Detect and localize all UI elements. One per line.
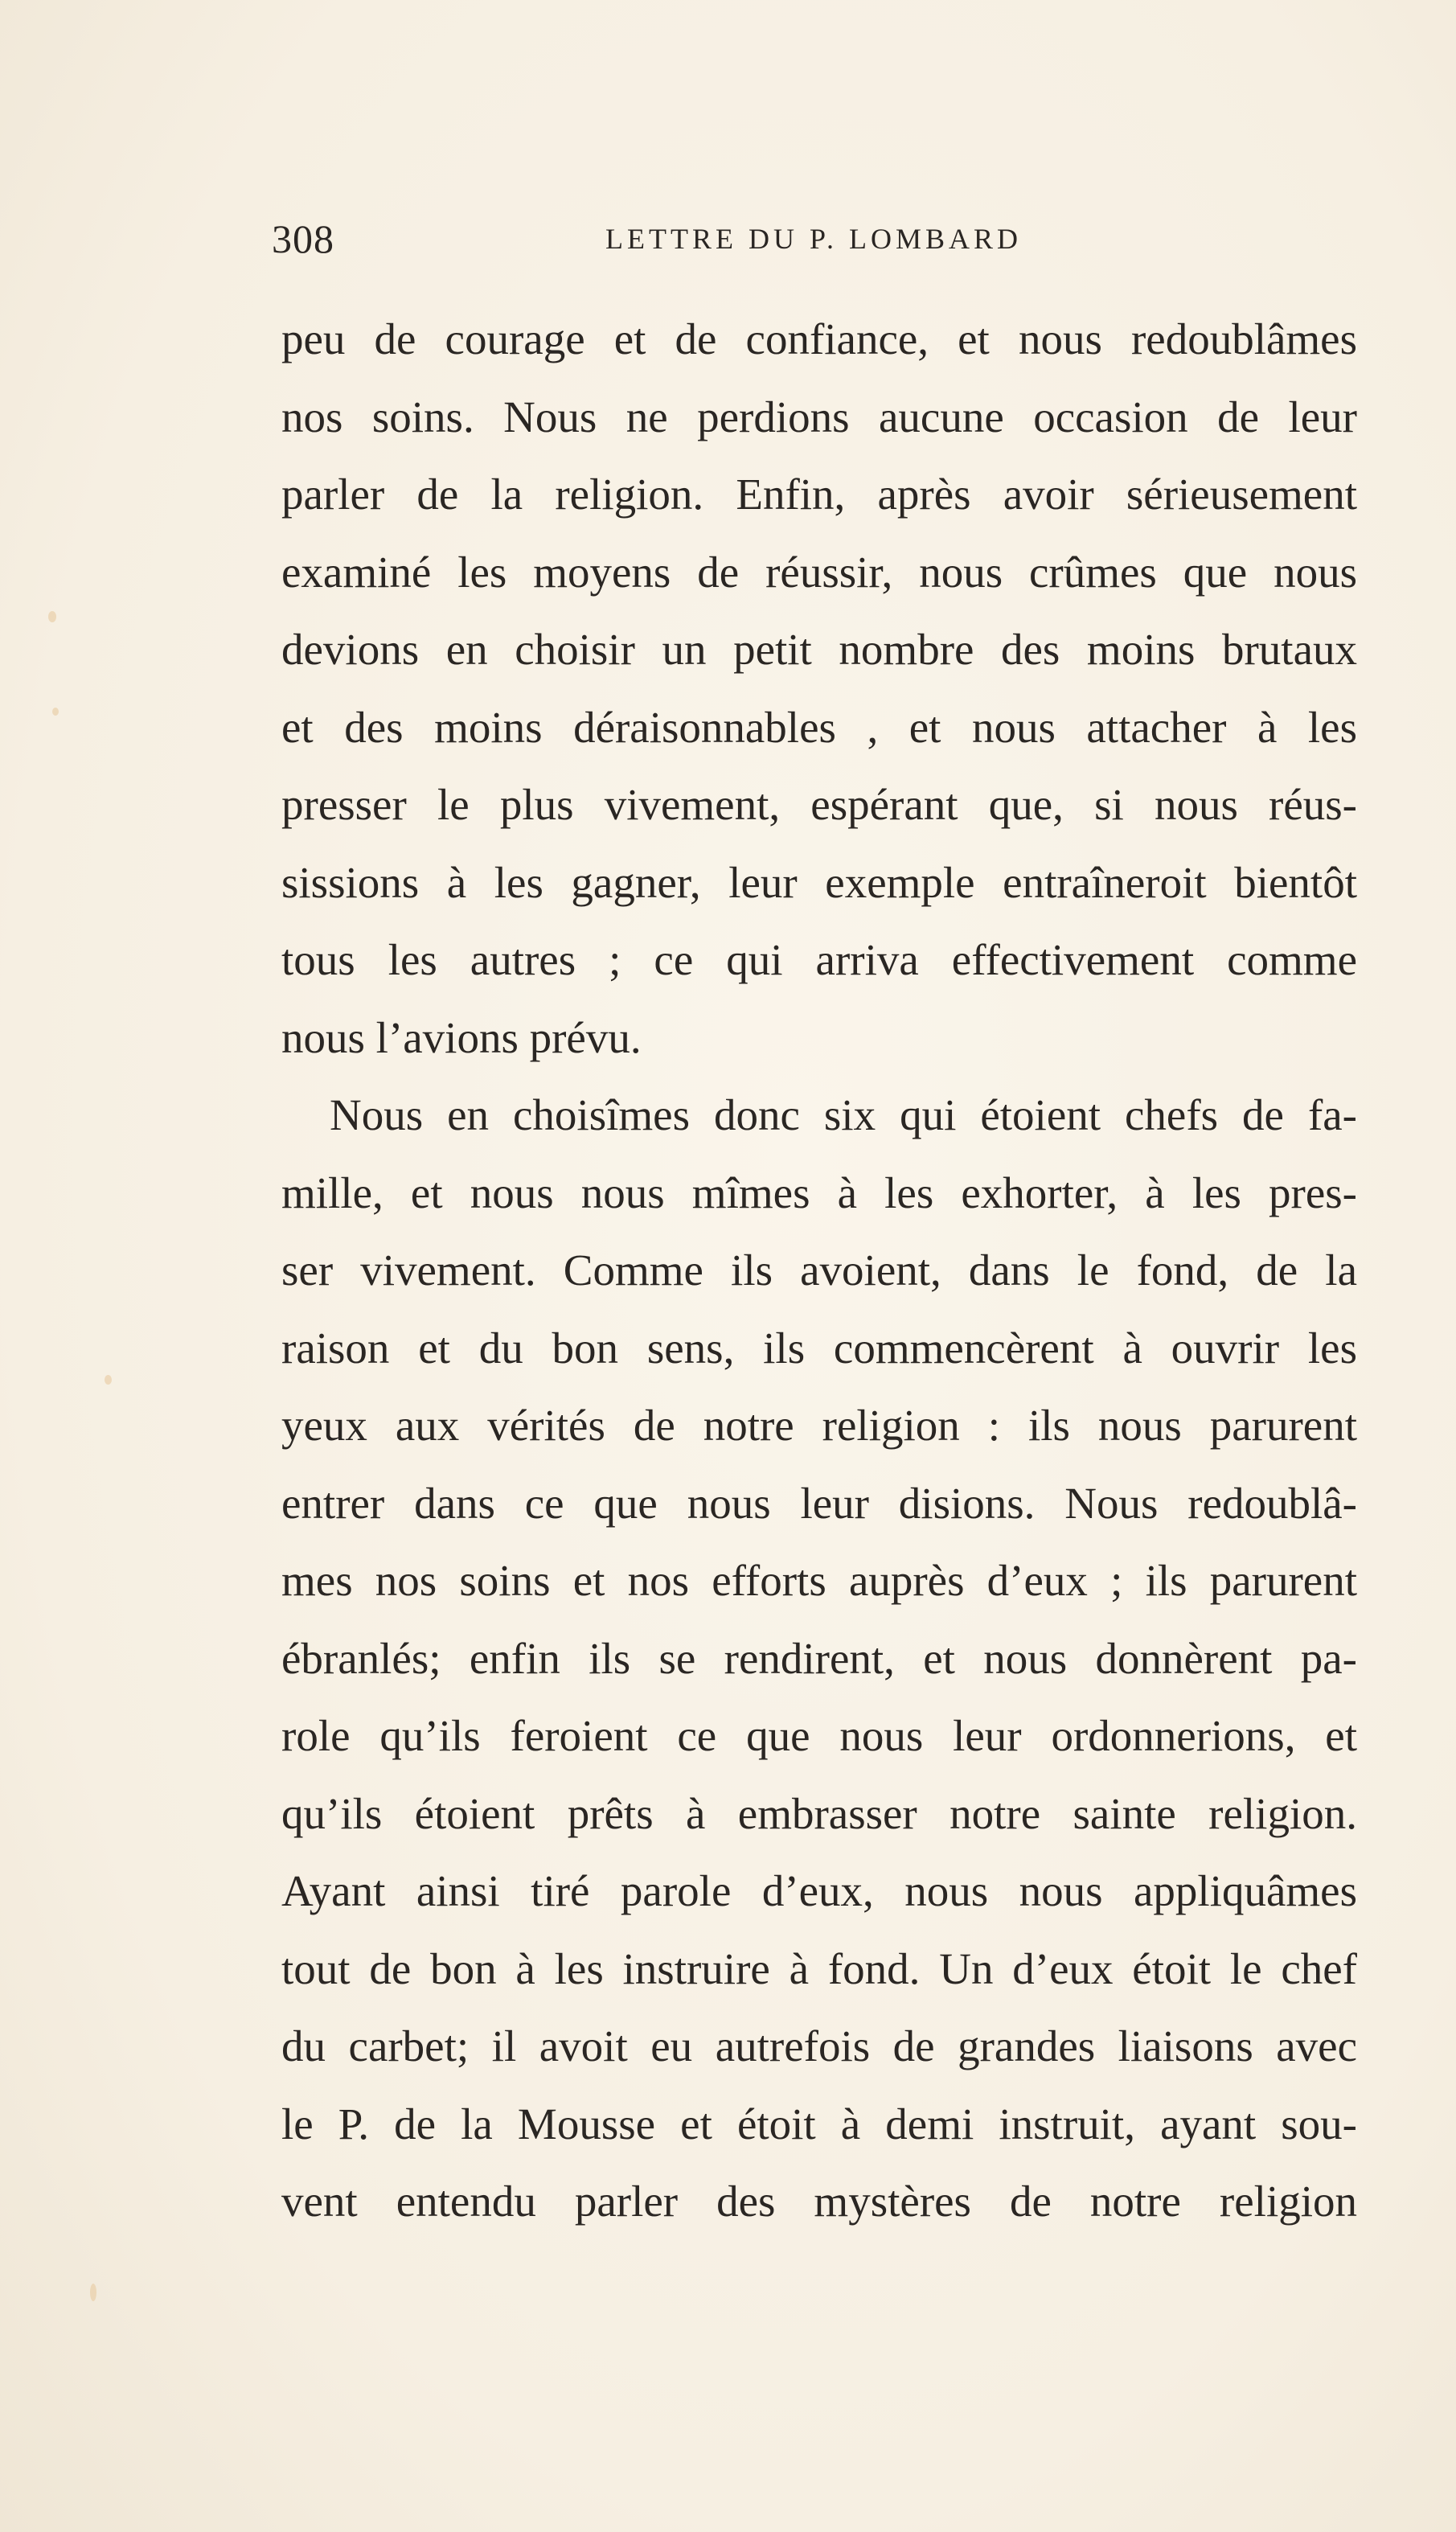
paper-stain <box>52 708 59 716</box>
text-line: ébranlés; enfin ils se rendirent, et nous donnèrent pa- <box>281 1633 1357 1683</box>
text-line: mille, et nous nous mîmes à les exhorter, à les pres- <box>281 1168 1357 1217</box>
text-line: et des moins déraisonnables , et nous attacher à les <box>281 702 1357 752</box>
body-text <box>281 301 1357 2241</box>
text-line: vent entendu parler des mystères de notre religion <box>281 2177 1357 2226</box>
running-title: LETTRE DU P. LOMBARD <box>605 223 1023 255</box>
text-line: nos soins. Nous ne perdions aucune occasion de leur <box>281 392 1357 441</box>
text-line: Nous en choisîmes donc six qui étoient chefs de fa- <box>330 1090 1357 1139</box>
text-line: mes nos soins et nos efforts auprès d’eux ; ils parurent <box>281 1556 1357 1605</box>
paper-stain <box>105 1375 112 1385</box>
text-line: du carbet; il avoit eu autrefois de grandes liaisons avec <box>281 2021 1357 2070</box>
text-line: entrer dans ce que nous leur disions. Nous redoublâ- <box>281 1478 1357 1528</box>
page-header <box>272 215 1347 272</box>
text-line: raison et du bon sens, ils commencèrent à ouvrir les <box>281 1323 1357 1373</box>
text-line: devions en choisir un petit nombre des moins brutaux <box>281 625 1357 674</box>
text-line: tous les autres ; ce qui arriva effectivement comme <box>281 935 1357 984</box>
text-line: le P. de la Mousse et étoit à demi instruit, ayant sou- <box>281 2099 1357 2148</box>
text-line: qu’ils étoient prêts à embrasser notre sainte religion. <box>281 1788 1357 1838</box>
text-line: sissions à les gagner, leur exemple entraîneroit bientôt <box>281 857 1357 907</box>
text-line: presser le plus vivement, espérant que, si nous réus- <box>281 780 1357 829</box>
text-line: nous l’avions prévu. <box>281 1012 642 1062</box>
text-line: Ayant ainsi tiré parole d’eux, nous nous appliquâmes <box>281 1866 1357 1915</box>
page-number: 308 <box>272 216 334 261</box>
text-line: parler de la religion. Enfin, après avoir sérieusement <box>281 470 1357 519</box>
paper-stain <box>90 2284 96 2301</box>
text-line: role qu’ils feroient ce que nous leur ordonnerions, et <box>281 1711 1357 1760</box>
text-line: tout de bon à les instruire à fond. Un d’eux étoit le chef <box>281 1943 1357 1993</box>
text-line: ser vivement. Comme ils avoient, dans le fond, de la <box>281 1245 1357 1295</box>
paper-stain <box>48 611 56 622</box>
text-line: peu de courage et de confiance, et nous redoublâmes <box>281 314 1357 363</box>
text-line: yeux aux vérités de notre religion : ils nous parurent <box>281 1401 1357 1450</box>
text-line: examiné les moyens de réussir, nous crûmes que nous <box>281 547 1357 597</box>
